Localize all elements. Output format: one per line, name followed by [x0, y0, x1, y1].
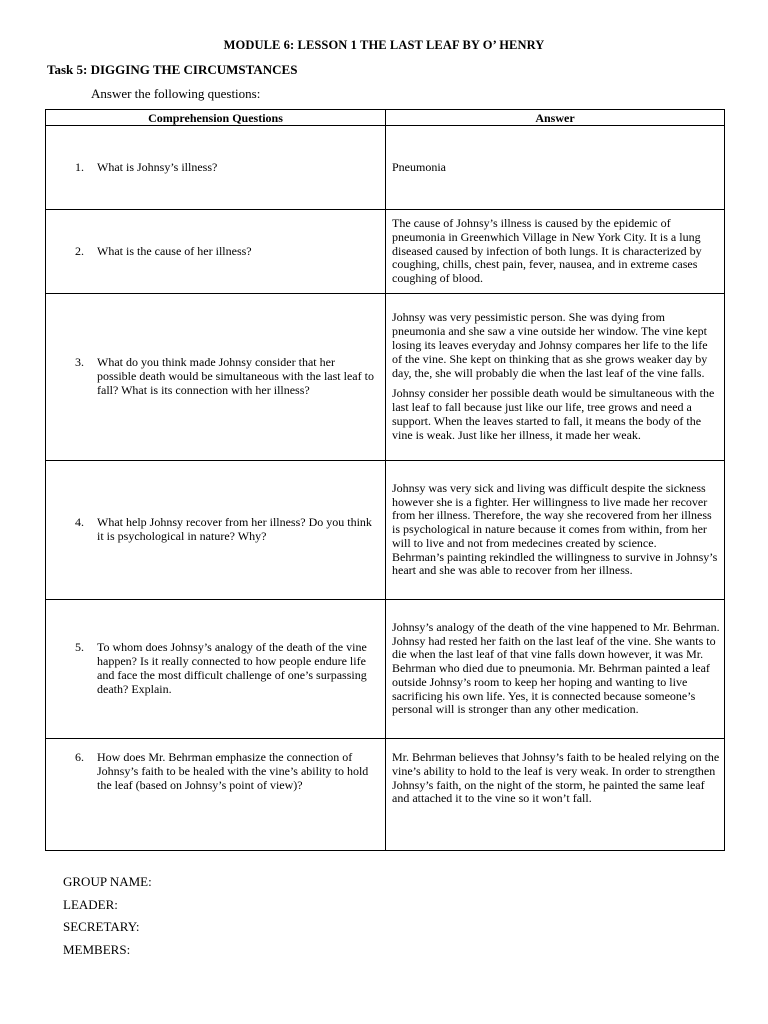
comprehension-table — [45, 109, 725, 851]
answer-cell — [386, 600, 725, 739]
question-text: What is Johnsy’s illness? — [97, 159, 218, 174]
question-number: 5. — [75, 640, 84, 655]
question-number: 3. — [75, 355, 84, 370]
answer-paragraph: Johnsy was very pessimistic person. She was dying from pneumonia and she saw a vine outside her window. The vine kept losing its leaves everyday and Johnsy compares her life to the life of the vine. She kept on thinking that as she grows weaker day by day, the, she will probably die when the last leaf of the vine falls. — [392, 310, 708, 380]
question-cell — [46, 126, 386, 210]
document-title: MODULE 6: LESSON 1 THE LAST LEAF BY O’ HENRY — [223, 38, 545, 52]
question-cell — [46, 600, 386, 739]
table-header-row — [46, 110, 725, 126]
column-header-answer: Answer — [386, 110, 725, 126]
question-text: How does Mr. Behrman emphasize the connection of Johnsy’s faith to be healed with the vine’s ability to hold the leaf (based on Johnsy’s point of view)? — [97, 750, 369, 792]
question-number: 1. — [75, 159, 84, 174]
question-number: 6. — [75, 750, 84, 764]
answer-paragraph: Mr. Behrman believes that Johnsy’s faith to be healed relying on the vine’s ability to hold to the leaf is very weak. In order to strengthen Johnsy’s faith, on the night of the storm, he painted the same leaf and attached it to the vine so it won’t fall. — [392, 750, 720, 806]
answer-cell — [386, 739, 725, 851]
question-cell — [46, 461, 386, 600]
members-label: MEMBERS: — [63, 941, 131, 957]
answer-cell — [386, 461, 725, 600]
leader-label: LEADER: — [63, 896, 118, 912]
secretary-label: SECRETARY: — [63, 919, 140, 934]
question-cell — [46, 210, 386, 294]
question-number: 2. — [75, 243, 84, 258]
answer-cell — [386, 126, 725, 210]
question-text: What do you think made Johnsy consider that her possible death would be simultaneous with the last leaf to fall? What is its connection with her illness? — [97, 355, 374, 397]
question-number: 4. — [75, 515, 84, 530]
table-row — [46, 461, 725, 600]
answer-paragraph: Johnsy was very sick and living was difficult despite the sickness however she is a fighter. Her willingness to live made her recover from her illness. Therefore, the way she recovered from her illness is psychological in nature because it comes from within, from her will to live and not from medecines created by science. — [392, 480, 712, 550]
question-text: What help Johnsy recover from her illness? Do you think it is psychological in nature? Why? — [97, 515, 372, 543]
question-text: To whom does Johnsy’s analogy of the death of the vine happen? Is it really connected to how people endure life and face the most difficult challenge of one’s surpassing death? Explain. — [97, 640, 367, 696]
answer-cell — [386, 294, 725, 461]
answer-cell — [386, 210, 725, 294]
question-text: What is the cause of her illness? — [97, 243, 252, 258]
question-cell — [46, 294, 386, 461]
answer-paragraph: Johnsy’s analogy of the death of the vine happened to Mr. Behrman. Johnsy had rested her faith on the last leaf of the vine. She wants to die when the last leaf of that vine falls down however, it was Mr. Behrman who died due to pneumonia. Mr. Behrman painted a leaf outside Johnsy’s room to keep her hoping and wanting to live sacrificing his own life. Yes, it is connected because someone’s personal will is stronger than any other medication. — [392, 619, 720, 717]
group-name-label: GROUP NAME: — [63, 874, 152, 889]
table-row — [46, 210, 725, 294]
table-row — [46, 294, 725, 461]
answer-paragraph: Johnsy consider her possible death would be simultaneous with the last leaf to fall because just like our life, tree grows and need a support. When the leaves started to fall, it means the body of the vine is weak. Just like her illness, it made her weak. — [392, 386, 715, 442]
answer-paragraph: Behrman’s painting rekindled the willingness to survive in Johnsy’s heart and she was able to recover from her illness. — [392, 549, 718, 578]
instruction-text: Answer the following questions: — [91, 86, 261, 101]
table-row — [46, 739, 725, 851]
answer-paragraph: The cause of Johnsy’s illness is caused by the epidemic of pneumonia in Greenwhich Village in New York City. It is a lung diseased caused by infection of both lungs. It is characterized by coughing, chills, chest pain, fever, nausea, and in extreme cases coughing of blood. — [392, 216, 702, 286]
table-row — [46, 600, 725, 739]
task-heading: Task 5: DIGGING THE CIRCUMSTANCES — [47, 62, 298, 77]
table-row — [46, 126, 725, 210]
group-info — [63, 871, 152, 961]
question-cell — [46, 739, 386, 851]
answer-paragraph: Pneumonia — [392, 159, 446, 174]
column-header-questions: Comprehension Questions — [46, 110, 386, 126]
